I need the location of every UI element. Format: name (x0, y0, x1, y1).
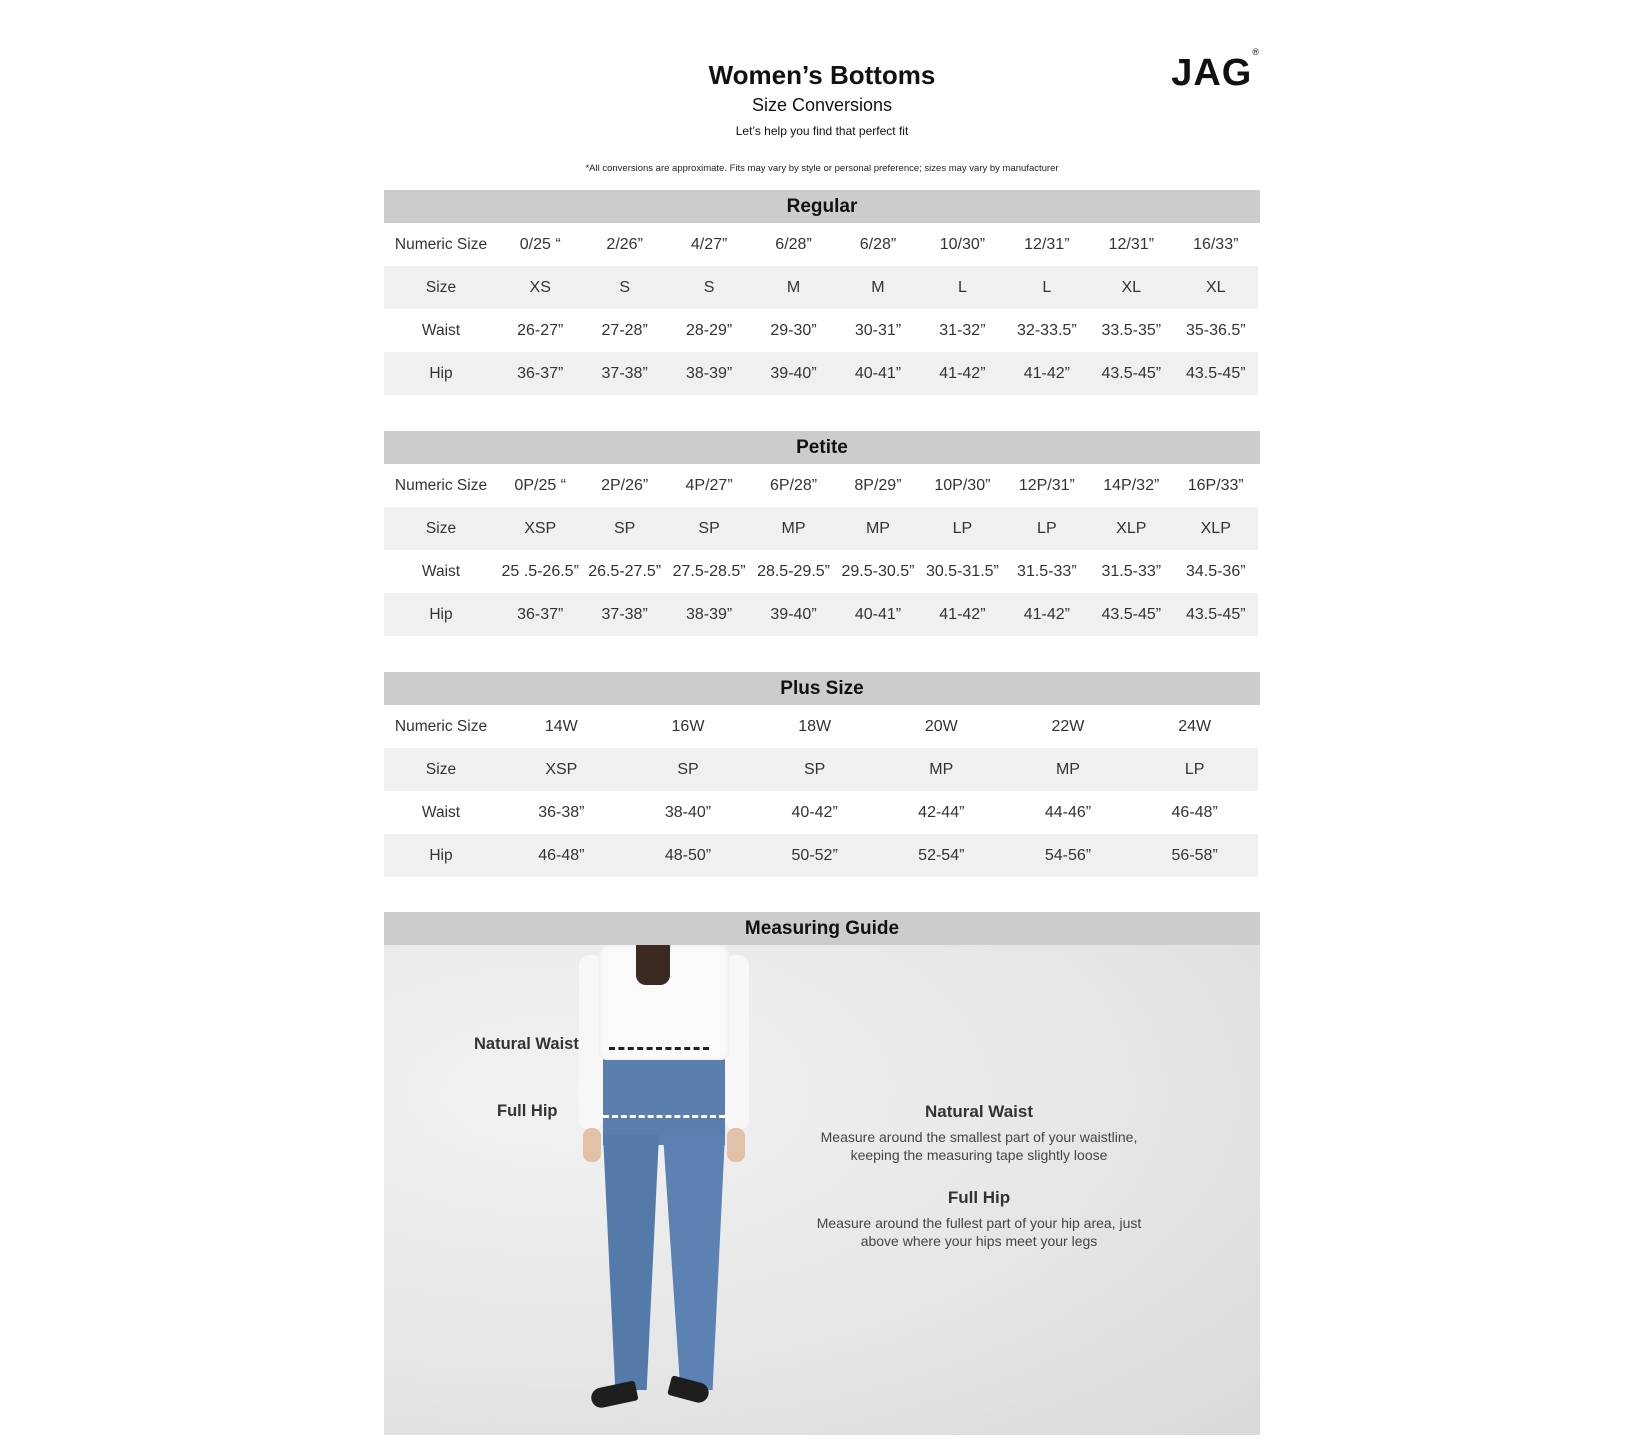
regular-size-table (384, 190, 1260, 395)
petite-size-table (384, 431, 1260, 636)
table-cell: 14W (544, 717, 578, 735)
table-cell: 12/31” (1024, 235, 1070, 253)
model-leg (603, 1135, 659, 1390)
table-cell: 0/25 “ (519, 235, 561, 253)
section-title-regular: Regular (384, 190, 1260, 223)
row-label: Size (384, 266, 498, 309)
table-cell: MP (878, 748, 1005, 791)
table-cell: 10/30” (939, 235, 986, 253)
full-hip-description (804, 1188, 1154, 1250)
natural-waist-callout: Natural Waist (474, 1035, 579, 1053)
table-cell: XLP (1089, 507, 1173, 550)
table-cell: MP (1005, 748, 1132, 791)
table-cell: S (582, 266, 666, 309)
table-cell: 31-32” (939, 321, 986, 339)
table-cell: LP (1131, 748, 1258, 791)
row-label: Hip (384, 593, 498, 636)
table-cell: 29.5-30.5” (841, 562, 915, 580)
table-cell: 44-46” (1044, 803, 1092, 821)
table-row (384, 834, 1258, 877)
table-row (384, 266, 1258, 309)
table-cell: 30-31” (854, 321, 902, 339)
table-cell: L (1005, 266, 1089, 309)
table-cell: M (836, 266, 920, 309)
table-cell: 0P/25 “ (514, 476, 567, 494)
table-cell: 26.5-27.5” (588, 562, 662, 580)
table-cell: 37-38” (582, 352, 666, 395)
table-cell: 52-54” (878, 834, 1005, 877)
table-row (384, 223, 1258, 266)
table-cell: 40-42” (791, 803, 838, 821)
table-cell: 39-40” (751, 593, 835, 636)
table-cell: LP (920, 507, 1004, 550)
table-cell: 4P/27” (685, 476, 733, 494)
natural-waist-title: Natural Waist (924, 1102, 1033, 1121)
measuring-guide (384, 912, 1260, 1435)
table-row (384, 309, 1258, 352)
table-cell: 12/31” (1108, 235, 1154, 253)
table-cell: 18W (798, 717, 832, 735)
table-cell: 34.5-36” (1185, 562, 1246, 580)
row-label: Size (384, 507, 498, 550)
section-title-measuring-guide: Measuring Guide (384, 912, 1260, 945)
table-cell: 24W (1178, 717, 1212, 735)
measuring-guide-panel (384, 945, 1260, 1435)
table-cell: 6/28” (775, 235, 812, 253)
table-cell: 16W (671, 717, 705, 735)
table-row (384, 464, 1258, 507)
table-cell: 43.5-45” (1089, 593, 1173, 636)
table-cell: 25 .5-26.5” (501, 562, 579, 580)
row-label: Size (384, 748, 498, 791)
full-hip-text: Measure around the fullest part of your hip area, just above where your hips meet your legs (816, 1215, 1142, 1249)
full-hip-callout: Full Hip (497, 1102, 558, 1120)
table-cell: SP (582, 507, 666, 550)
model-shoe (589, 1380, 638, 1409)
section-title-plus-size: Plus Size (384, 672, 1260, 705)
model-leg (663, 1135, 725, 1390)
table-cell: 40-41” (836, 593, 920, 636)
table-cell: 50-52” (751, 834, 878, 877)
table-cell: XSP (498, 507, 582, 550)
table-cell: 43.5-45” (1174, 352, 1259, 395)
table-cell: 28-29” (685, 321, 733, 339)
table-cell: 46-48” (498, 834, 625, 877)
table-cell: 39-40” (751, 352, 835, 395)
table-cell: 38-39” (667, 352, 751, 395)
table-cell: 38-39” (667, 593, 751, 636)
size-table (384, 464, 1258, 636)
table-cell: XSP (498, 748, 625, 791)
row-label: Numeric Size (394, 476, 488, 494)
full-hip-title: Full Hip (947, 1188, 1011, 1207)
size-chart-page (384, 0, 1260, 1453)
row-label: Waist (421, 321, 461, 339)
table-cell: 43.5-45” (1174, 593, 1259, 636)
table-cell: 36-38” (538, 803, 585, 821)
table-cell: 43.5-45” (1089, 352, 1173, 395)
table-cell: 38-40” (664, 803, 712, 821)
table-cell: 41-42” (1005, 593, 1089, 636)
table-cell: 27-28” (601, 321, 648, 339)
table-cell: 46-48” (1171, 803, 1218, 821)
table-cell: S (667, 266, 751, 309)
table-row (384, 550, 1258, 593)
table-cell: SP (625, 748, 752, 791)
model-hair (636, 945, 670, 985)
table-cell: 16/33” (1193, 235, 1239, 253)
row-label: Numeric Size (394, 717, 488, 735)
table-row (384, 748, 1258, 791)
table-cell: 8P/29” (854, 476, 902, 494)
table-cell: 26-27” (517, 321, 564, 339)
table-cell: XS (498, 266, 582, 309)
table-cell: 31.5-33” (1101, 562, 1162, 580)
natural-waist-line (609, 1047, 709, 1050)
table-cell: 2/26” (606, 235, 643, 253)
model-figure-image (579, 945, 749, 1435)
table-cell: 48-50” (625, 834, 752, 877)
table-cell: MP (751, 507, 835, 550)
table-cell: 6P/28” (769, 476, 818, 494)
table-cell: MP (836, 507, 920, 550)
table-cell: 56-58” (1131, 834, 1258, 877)
model-hand (583, 1128, 601, 1162)
table-row (384, 791, 1258, 834)
size-table (384, 705, 1258, 877)
table-cell: M (751, 266, 835, 309)
table-row (384, 705, 1258, 748)
table-cell: 10P/30” (934, 476, 991, 494)
table-cell: 31.5-33” (1017, 562, 1077, 580)
page-title: Women’s Bottoms (708, 60, 936, 90)
table-cell: 4/27” (690, 235, 728, 253)
table-cell: XL (1089, 266, 1173, 309)
table-cell: 35-36.5” (1185, 321, 1246, 339)
table-cell: 27.5-28.5” (672, 562, 746, 580)
plus-size-table (384, 672, 1260, 877)
row-label: Waist (421, 803, 461, 821)
row-label: Hip (384, 834, 498, 877)
table-cell: 41-42” (1005, 352, 1089, 395)
table-row (384, 507, 1258, 550)
section-title-petite: Petite (384, 431, 1260, 464)
table-cell: 12P/31” (1018, 476, 1075, 494)
table-cell: 22W (1051, 717, 1085, 735)
page-subtitle: Size Conversions (751, 95, 893, 115)
table-cell: LP (1005, 507, 1089, 550)
row-label: Waist (421, 562, 461, 580)
table-cell: 28.5-29.5” (757, 562, 830, 580)
table-cell: 37-38” (582, 593, 666, 636)
table-cell: 41-42” (920, 593, 1004, 636)
table-cell: 30.5-31.5” (925, 562, 999, 580)
model-jeans (603, 1055, 725, 1145)
table-cell: XLP (1174, 507, 1259, 550)
disclaimer-note: *All conversions are approximate. Fits may vary by style or personal preference; sizes may vary by manufacturer (585, 163, 1059, 174)
table-cell: 36-37” (498, 352, 582, 395)
page-tagline: Let’s help you find that perfect fit (735, 124, 909, 138)
table-cell: 6/28” (859, 235, 897, 253)
table-cell: 14P/32” (1103, 476, 1160, 494)
jag-logo: JAG® (1171, 47, 1260, 94)
table-cell: 2P/26” (601, 476, 649, 494)
table-cell: L (920, 266, 1004, 309)
table-cell: 32-33.5” (1017, 321, 1077, 339)
table-cell: 54-56” (1005, 834, 1132, 877)
table-cell: SP (667, 507, 751, 550)
size-table (384, 223, 1258, 395)
table-cell: 36-37” (498, 593, 582, 636)
table-cell: SP (751, 748, 878, 791)
table-cell: 40-41” (836, 352, 920, 395)
table-row (384, 593, 1258, 636)
table-cell: 29-30” (770, 321, 817, 339)
full-hip-line (603, 1115, 725, 1118)
natural-waist-text: Measure around the smallest part of your waistline, keeping the measuring tape slightly loose (820, 1129, 1138, 1163)
model-hand (727, 1128, 745, 1162)
row-label: Hip (384, 352, 498, 395)
table-row (384, 352, 1258, 395)
table-cell: 42-44” (918, 803, 965, 821)
table-cell: 41-42” (920, 352, 1004, 395)
table-cell: 16P/33” (1187, 476, 1244, 494)
table-cell: 20W (924, 717, 958, 735)
table-cell: 33.5-35” (1101, 321, 1162, 339)
natural-waist-description (804, 1102, 1154, 1164)
table-cell: XL (1174, 266, 1259, 309)
row-label: Numeric Size (394, 235, 488, 253)
